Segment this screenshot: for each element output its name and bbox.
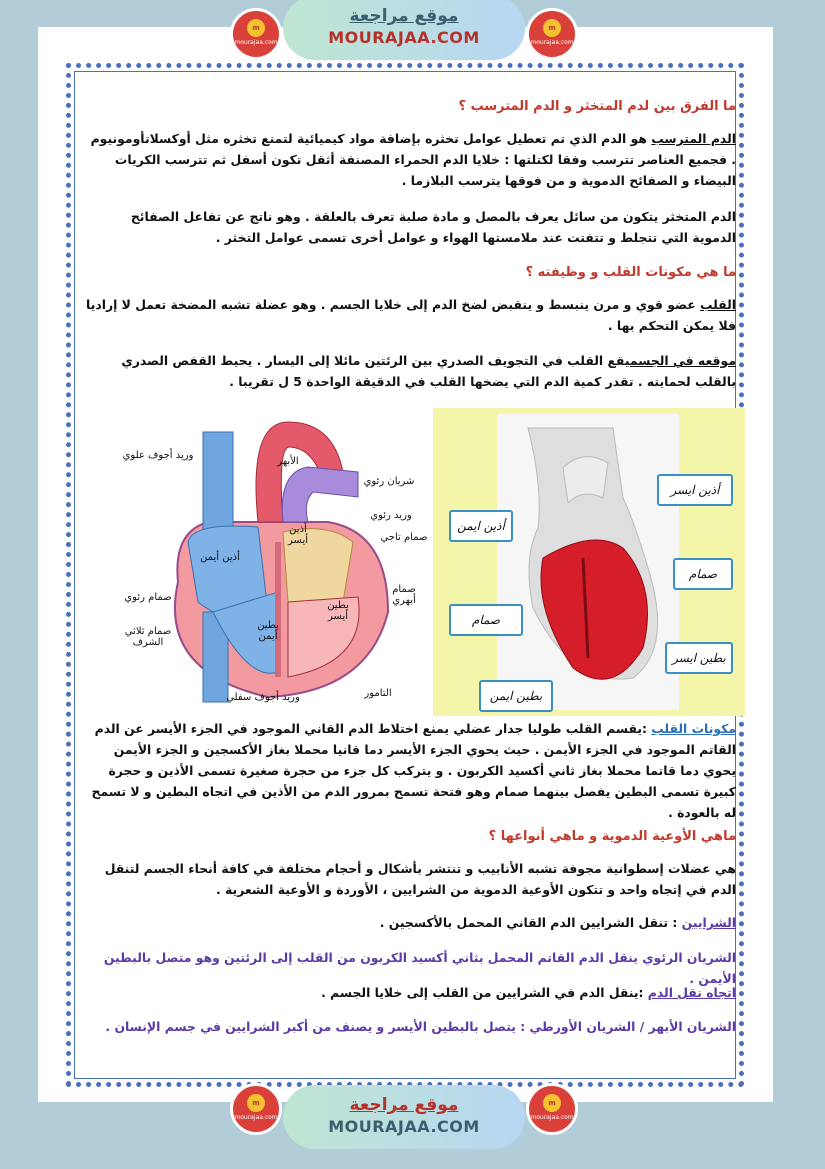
tag-left-atrium: أذين ايسر	[657, 474, 733, 506]
site-name-arabic[interactable]: موقع مراجعة	[349, 6, 459, 26]
paragraph-pulmonary-artery: الشريان الرئوي ينقل الدم القاتم المحمل بثاني أكسيد الكربون من القلب إلى الرئتين وهو متصل بالبطين الأيمن .	[103, 950, 736, 986]
text-blood-direction: :ينقل الدم في الشرايين من القلب إلى خلايا الجسم .	[321, 985, 648, 1000]
tag-valve-left: صمام	[449, 604, 523, 636]
tag-right-ventricle: بطين ايمن	[479, 680, 553, 712]
logo-badge-left	[230, 8, 282, 60]
logo-badge-left-bottom	[230, 1083, 282, 1135]
paragraph-heart-components	[86, 718, 736, 823]
tag-valve-right: صمام	[673, 558, 733, 590]
logo-emblem-icon: m	[543, 1094, 561, 1112]
paragraph-heart	[86, 294, 736, 336]
paragraph-heart-location	[86, 350, 736, 392]
term-sedimented-blood: الدم المترسب	[651, 131, 736, 146]
label-pericardium: التامور	[364, 688, 392, 699]
text-arteries: : تنقل الشرايين الدم القاني المحمل بالأكسجين .	[379, 915, 682, 930]
logo-emblem-icon: m	[543, 19, 561, 37]
logo-badge-right	[526, 8, 578, 60]
label-superior-vena-cava: وريد أجوف علوي	[122, 450, 194, 461]
site-name-english[interactable]: MOURAJAA.COM	[328, 28, 480, 47]
paragraph-arteries	[86, 912, 736, 933]
paragraph-blood-direction	[86, 982, 736, 1003]
site-name-arabic[interactable]: موقع مراجعة	[349, 1095, 459, 1115]
term-heart-location: موقعه في الجسم	[629, 353, 736, 368]
label-aorta: الأبهر	[277, 456, 299, 467]
logo-emblem-icon: m	[247, 1094, 265, 1112]
logo-text: mourajaa.com	[234, 39, 278, 46]
tag-right-atrium: أذين ايمن	[449, 510, 513, 542]
paragraph-aorta: الشريان الأبهر / الشريان الأورطي : يتصل بالبطين الأيسر و يصنف من أكبر الشرايين في جسم الإنسان .	[105, 1019, 736, 1034]
tag-left-ventricle: بطين ايسر	[665, 642, 733, 674]
label-aortic-valve: صمام أبهري	[392, 584, 416, 606]
paragraph-blood-vessels: هي عضلات إسطوانية مجوفة تشبه الأنابيب و تنتشر بأشكال و أحجام مختلفة في كافة أنحاء الجسم لتنقل الدم في إتجاه واحد و تتكون الأوعية الدموية من الشرايين ، الأوردة و الأوعية الشعرية .	[104, 861, 736, 897]
term-blood-direction: اتجاه نقل الدم	[647, 985, 736, 1000]
label-pulmonary-vein: وريد رئوي	[370, 510, 412, 521]
question-clotted-vs-sedimented: ما الفرق بين لدم المتخثر و الدم المترسب ؟	[458, 99, 736, 114]
site-banner-top[interactable]	[283, 0, 525, 60]
logo-badge-right-bottom	[526, 1083, 578, 1135]
label-tricuspid-valve: صمام ثلاثي الشرف	[124, 626, 172, 648]
site-name-english[interactable]: MOURAJAA.COM	[328, 1117, 480, 1136]
term-heart: القلب	[700, 297, 736, 312]
label-right-ventricle: بطين أيمن	[257, 620, 279, 642]
label-right-atrium: أذين أيمن	[200, 552, 240, 563]
text-heart: عضو قوي و مرن ينبسط و ينقبض لضخ الدم إلى خلايا الجسم . وهو عضلة تشبه المضخة تعمل لا إراديا فلا يمكن التحكم بها .	[86, 297, 736, 333]
term-heart-components: مكونات القلب	[651, 721, 736, 736]
label-pulmonary-valve: صمام رئوي	[124, 592, 172, 603]
logo-emblem-icon: m	[247, 19, 265, 37]
question-heart-components: ما هي مكونات القلب و وظيفته ؟	[525, 265, 736, 280]
heart-anatomy-diagram	[118, 412, 428, 712]
logo-text: mourajaa.com	[234, 1114, 278, 1121]
question-blood-vessels: ماهي الأوعية الدموية و ماهي أنواعها ؟	[488, 829, 736, 844]
label-left-ventricle: بطين أيسر	[327, 600, 349, 622]
text-heart-components: :يقسم القلب طوليا جدار عضلي يمنع اختلاط الدم القاني الموجود في الجزء الأيسر عن الدم القاتم الموجود في الجزء الأيمن . حيث يحوي الجزء الأيسر دما قانيا محملا بغاز الأكسجين و الجزء الأيمن يحوي دما قاتما محملا بغاز ثاني أكسيد الكربون . و يتركب كل جزء من حجرة صغيرة تسمى الأذين و حجرة كبيرة تسمى البطين يفصل بينهما صمام وهو فتحة تسمح بمرور الدم من الأذين في اتجاه البطين و لا تسمح له بالعودة .	[91, 721, 736, 820]
label-inferior-vena-cava: وريد أجوف سفلي	[226, 692, 300, 703]
paragraph-sedimented-blood	[86, 128, 736, 191]
label-left-atrium: أذين أيسر	[288, 524, 308, 546]
text-heart-location: يقع القلب في التجويف الصدري بين الرئتين مائلا إلى اليسار . يحيط القفص الصدري بالقلب لحمايته . تقدر كمية الدم التي يضخها القلب في الدقيقة الواحدة 5 ل تقريبا .	[121, 353, 736, 389]
logo-text: mourajaa.com	[530, 1114, 574, 1121]
heart-section-diagram	[433, 408, 745, 716]
site-banner-bottom[interactable]	[283, 1085, 525, 1149]
text-sedimented-blood: هو الدم الذي تم تعطيل عوامل تخثره بإضافة مواد كيميائية لتمنع تخثره مثل أوكسلاتأومونيوم . فجميع العناصر تترسب وفقا لكتلتها : خلايا الدم الحمراء المصنفة أثقل تكون أسفل ثم تترسب الكريات البيضاء و الصفائح الدموية و من فوقها يترسب البلازما .	[90, 131, 736, 188]
paragraph-clotted-blood: الدم المتخثر يتكون من سائل يعرف بالمصل و مادة صلبة تعرف بالعلقة . وهو ناتج عن تفاعل الصفائح الدموية التي تتجلط و تتفتت عند ملامستها الهواء و عوامل أخرى تسمى عوامل التخثر .	[130, 209, 736, 245]
label-pulmonary-artery: شريان رئوي	[363, 476, 415, 487]
term-arteries: الشرايين	[681, 915, 736, 930]
label-mitral-valve: صمام تاجي	[380, 532, 428, 543]
logo-text: mourajaa.com	[530, 39, 574, 46]
